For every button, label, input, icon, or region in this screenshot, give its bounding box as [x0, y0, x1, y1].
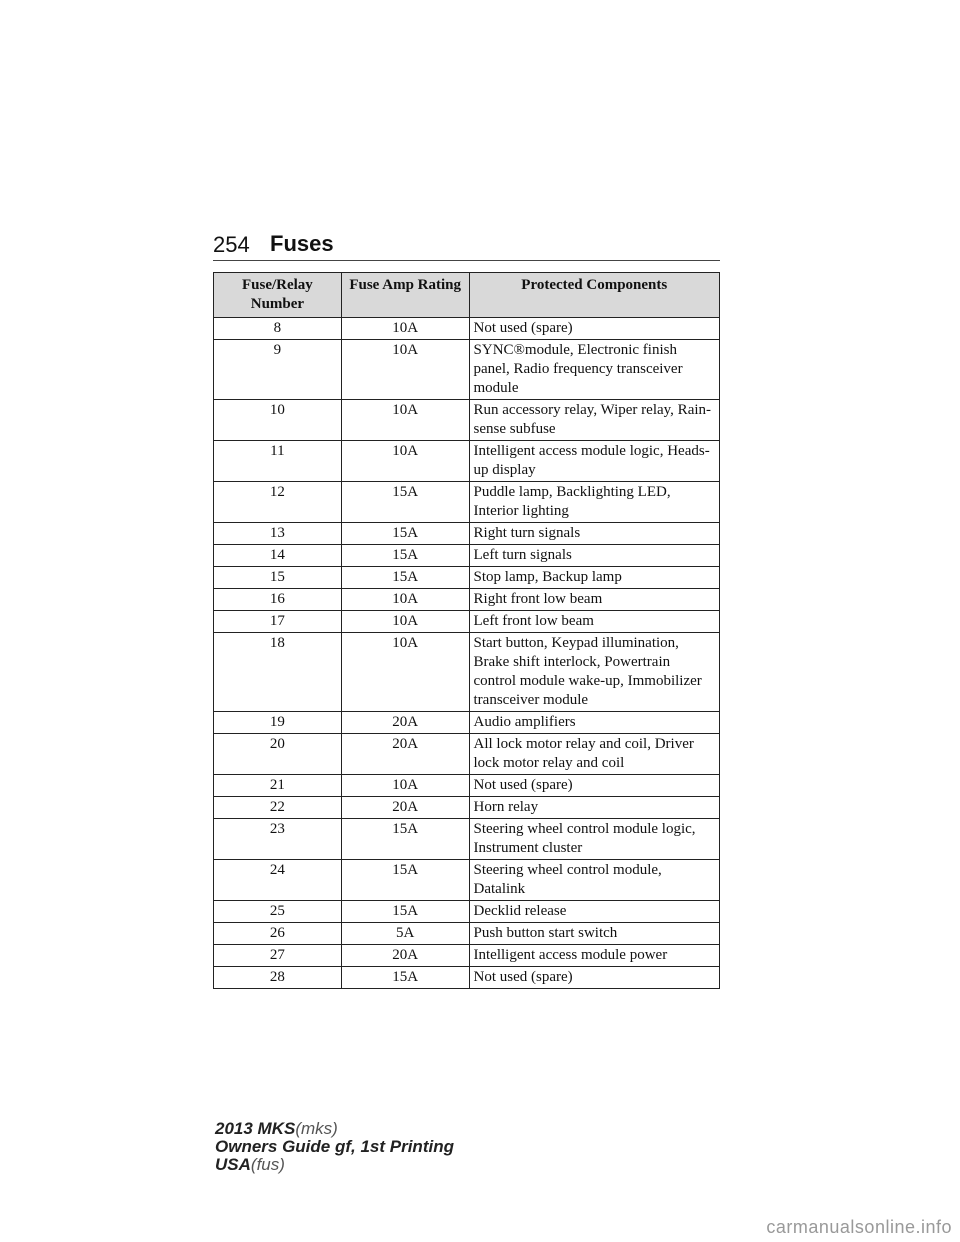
fuse-number-cell: 8 [214, 318, 342, 340]
table-row [214, 712, 720, 734]
table-header-row [214, 273, 720, 318]
column-header-amp-rating: Fuse Amp Rating [341, 273, 469, 318]
protected-components-cell: Puddle lamp, Backlighting LED, Interior lighting [469, 482, 719, 523]
table-row [214, 967, 720, 989]
fuse-number-cell: 15 [214, 567, 342, 589]
amp-rating-cell: 15A [341, 523, 469, 545]
print-footer [215, 1120, 454, 1174]
protected-components-cell: Left turn signals [469, 545, 719, 567]
amp-rating-cell: 10A [341, 775, 469, 797]
amp-rating-cell: 15A [341, 545, 469, 567]
protected-components-cell: Start button, Keypad illumination, Brake shift interlock, Powertrain control module wake-up, Immobilizer transceiver module [469, 633, 719, 712]
fuse-number-cell: 14 [214, 545, 342, 567]
protected-components-cell: Stop lamp, Backup lamp [469, 567, 719, 589]
table-row [214, 901, 720, 923]
amp-rating-cell: 15A [341, 901, 469, 923]
section-title: Fuses [270, 231, 334, 256]
table-row [214, 860, 720, 901]
protected-components-cell: Right front low beam [469, 589, 719, 611]
fuse-number-cell: 24 [214, 860, 342, 901]
fuse-number-cell: 22 [214, 797, 342, 819]
fuse-number-cell: 27 [214, 945, 342, 967]
table-row [214, 340, 720, 400]
table-row [214, 734, 720, 775]
protected-components-cell: Left front low beam [469, 611, 719, 633]
protected-components-cell: Push button start switch [469, 923, 719, 945]
fuse-number-cell: 21 [214, 775, 342, 797]
fuse-number-cell: 28 [214, 967, 342, 989]
amp-rating-cell: 15A [341, 967, 469, 989]
footer-market: USA [215, 1155, 251, 1174]
footer-model-code: (mks) [295, 1119, 338, 1138]
fuse-number-cell: 20 [214, 734, 342, 775]
table-row [214, 589, 720, 611]
amp-rating-cell: 15A [341, 819, 469, 860]
fuse-number-cell: 26 [214, 923, 342, 945]
protected-components-cell: Run accessory relay, Wiper relay, Rain-sense subfuse [469, 400, 719, 441]
table-row [214, 567, 720, 589]
amp-rating-cell: 20A [341, 797, 469, 819]
fuse-number-cell: 19 [214, 712, 342, 734]
protected-components-cell: Steering wheel control module, Datalink [469, 860, 719, 901]
amp-rating-cell: 10A [341, 441, 469, 482]
amp-rating-cell: 15A [341, 860, 469, 901]
protected-components-cell: Horn relay [469, 797, 719, 819]
amp-rating-cell: 5A [341, 923, 469, 945]
protected-components-cell: Intelligent access module power [469, 945, 719, 967]
protected-components-cell: Right turn signals [469, 523, 719, 545]
amp-rating-cell: 10A [341, 611, 469, 633]
table-row [214, 633, 720, 712]
fuse-number-cell: 11 [214, 441, 342, 482]
page-header [213, 232, 720, 261]
table-row [214, 945, 720, 967]
table-row [214, 318, 720, 340]
page-number: 254 [213, 232, 250, 257]
fuse-number-cell: 9 [214, 340, 342, 400]
protected-components-cell: Not used (spare) [469, 775, 719, 797]
protected-components-cell: Decklid release [469, 901, 719, 923]
amp-rating-cell: 20A [341, 712, 469, 734]
table-row [214, 923, 720, 945]
fuse-number-cell: 10 [214, 400, 342, 441]
fuse-table [213, 272, 720, 989]
protected-components-cell: Intelligent access module logic, Heads-up display [469, 441, 719, 482]
fuse-number-cell: 12 [214, 482, 342, 523]
column-header-fuse-number: Fuse/Relay Number [214, 273, 342, 318]
protected-components-cell: Not used (spare) [469, 967, 719, 989]
protected-components-cell: Steering wheel control module logic, Instrument cluster [469, 819, 719, 860]
table-row [214, 611, 720, 633]
amp-rating-cell: 15A [341, 567, 469, 589]
protected-components-cell: SYNC®module, Electronic finish panel, Radio frequency transceiver module [469, 340, 719, 400]
amp-rating-cell: 10A [341, 318, 469, 340]
fuse-number-cell: 23 [214, 819, 342, 860]
watermark: carmanualsonline.info [766, 1217, 952, 1237]
table-row [214, 523, 720, 545]
fuse-number-cell: 16 [214, 589, 342, 611]
footer-guide: Owners Guide gf, 1st Printing [215, 1137, 454, 1156]
table-row [214, 441, 720, 482]
table-body [214, 318, 720, 989]
amp-rating-cell: 10A [341, 340, 469, 400]
table-row [214, 775, 720, 797]
fuse-number-cell: 17 [214, 611, 342, 633]
amp-rating-cell: 20A [341, 945, 469, 967]
table-row [214, 797, 720, 819]
table-row [214, 545, 720, 567]
amp-rating-cell: 20A [341, 734, 469, 775]
amp-rating-cell: 15A [341, 482, 469, 523]
table-row [214, 819, 720, 860]
footer-market-code: (fus) [250, 1155, 285, 1174]
amp-rating-cell: 10A [341, 400, 469, 441]
protected-components-cell: Audio amplifiers [469, 712, 719, 734]
amp-rating-cell: 10A [341, 589, 469, 611]
table-row [214, 482, 720, 523]
footer-model: 2013 MKS [215, 1119, 296, 1138]
protected-components-cell: Not used (spare) [469, 318, 719, 340]
table-row [214, 400, 720, 441]
column-header-protected-components: Protected Components [469, 273, 719, 318]
protected-components-cell: All lock motor relay and coil, Driver lock motor relay and coil [469, 734, 719, 775]
fuse-number-cell: 25 [214, 901, 342, 923]
amp-rating-cell: 10A [341, 633, 469, 712]
fuse-number-cell: 13 [214, 523, 342, 545]
fuse-number-cell: 18 [214, 633, 342, 712]
